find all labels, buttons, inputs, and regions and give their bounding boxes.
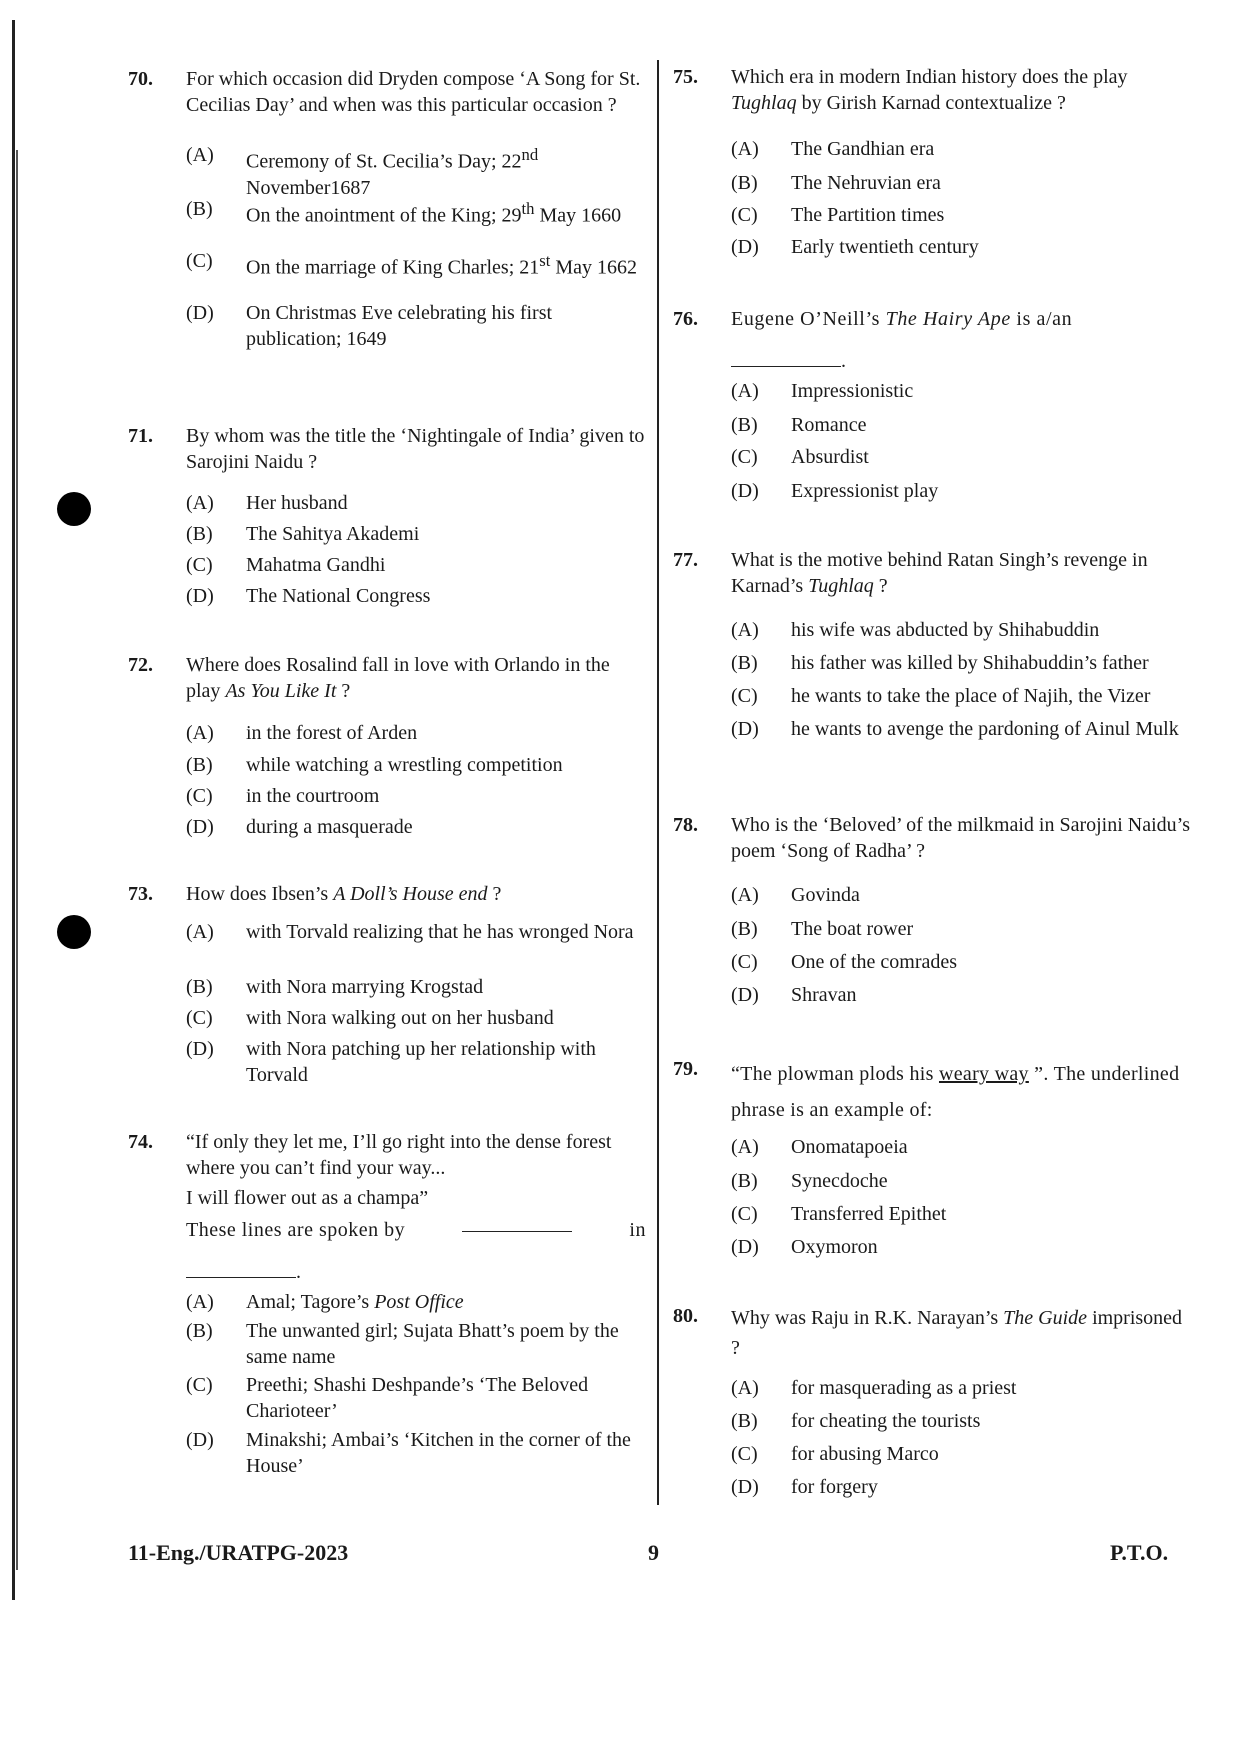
question-number: 79.: [673, 1058, 698, 1080]
option-text: Govinda: [791, 884, 860, 906]
question-number: 80.: [673, 1305, 698, 1327]
question-text: Where does Rosalind fall in love with Orlando in the play As You Like It ?: [186, 654, 610, 702]
prompt-line: These lines are spoken by in: [186, 1219, 646, 1241]
answer-blank: .: [731, 348, 1191, 374]
option-text: The Nehruvian era: [791, 172, 941, 194]
option-text: One of the comrades: [791, 951, 958, 973]
option-label: (C): [731, 446, 758, 468]
option-label: (B): [731, 652, 758, 674]
option-label: (C): [186, 1007, 213, 1029]
option-text: his father was killed by Shihabuddin’s father: [791, 652, 1149, 674]
option-text: with Nora patching up her relationship with Torvald: [246, 1038, 596, 1086]
option-label: (C): [731, 1203, 758, 1225]
option-text: Transferred Epithet: [791, 1203, 947, 1225]
option-text: in the courtroom: [246, 785, 380, 807]
option-text: he wants to avenge the pardoning of Ainul Mulk: [791, 718, 1179, 740]
option-label: (B): [731, 172, 758, 194]
option-text: while watching a wrestling competition: [246, 754, 563, 776]
option-label: (C): [731, 204, 758, 226]
option-label: (D): [186, 816, 214, 838]
option-text: The Partition times: [791, 204, 945, 226]
option-text: Her husband: [246, 492, 348, 514]
option-label: (B): [731, 1410, 758, 1432]
option-label: (C): [186, 785, 213, 807]
option-text: Shravan: [791, 984, 857, 1006]
option-text: On the marriage of King Charles; 21st May 1662: [246, 251, 638, 279]
option-text: in the forest of Arden: [246, 722, 418, 744]
option-text: Synecdoche: [791, 1170, 888, 1192]
option-label: (A): [186, 492, 214, 514]
option-text: Early twentieth century: [791, 236, 979, 258]
quote-line-1: “If only they let me, I’ll go right into the dense forest where you can’t find your way...: [186, 1131, 612, 1179]
option-label: (D): [731, 718, 759, 740]
option-label: (C): [186, 250, 213, 272]
question-text: What is the motive behind Ratan Singh’s revenge in Karnad’s Tughlaq ?: [731, 549, 1148, 597]
option-text: Expressionist play: [791, 480, 939, 502]
option-text: Absurdist: [791, 446, 869, 468]
option-label: (B): [186, 754, 213, 776]
option-text: The Sahitya Akademi: [246, 523, 420, 545]
question-text: Which era in modern Indian history does the play Tughlaq by Girish Karnad contextualize ?: [731, 66, 1128, 114]
option-label: (D): [186, 302, 214, 324]
option-label: (B): [186, 523, 213, 545]
option-label: (A): [731, 884, 759, 906]
option-text: Onomatapoeia: [791, 1136, 908, 1158]
option-text: for masquerading as a priest: [791, 1377, 1017, 1399]
option-label: (C): [731, 685, 758, 707]
option-text: Preethi; Shashi Deshpande’s ‘The Beloved Charioteer’: [246, 1374, 589, 1422]
option-label: (B): [731, 414, 758, 436]
option-label: (A): [731, 1136, 759, 1158]
option-label: (B): [186, 1320, 213, 1342]
question-text: Eugene O’Neill’s The Hairy Ape is a/an .: [731, 306, 1191, 374]
option-label: (A): [186, 144, 214, 166]
option-text: his wife was abducted by Shihabuddin: [791, 619, 1100, 641]
question-number: 70.: [128, 68, 153, 90]
question-number: 74.: [128, 1131, 153, 1153]
option-label: (A): [186, 921, 214, 943]
option-label: (C): [186, 554, 213, 576]
scan-edge: [0, 0, 22, 1620]
option-text: Amal; Tagore’s Post Office: [246, 1291, 464, 1313]
option-label: (D): [731, 1476, 759, 1498]
option-text: Romance: [791, 414, 867, 436]
option-text: during a masquerade: [246, 816, 413, 838]
pto-label: P.T.O.: [1110, 1540, 1169, 1565]
option-label: (A): [731, 138, 759, 160]
punch-hole-top: [57, 492, 91, 526]
question-number: 72.: [128, 654, 153, 676]
option-label: (D): [731, 984, 759, 1006]
option-text: Oxymoron: [791, 1236, 878, 1258]
option-text: Mahatma Gandhi: [246, 554, 386, 576]
question-number: 77.: [673, 549, 698, 571]
option-label: (A): [186, 1291, 214, 1313]
option-text: with Torvald realizing that he has wronged Nora: [246, 921, 634, 943]
option-text: The Gandhian era: [791, 138, 935, 160]
question-number: 76.: [673, 308, 698, 330]
question-number: 73.: [128, 883, 153, 905]
option-text: Impressionistic: [791, 380, 914, 402]
option-label: (B): [186, 198, 213, 220]
option-text: with Nora walking out on her husband: [246, 1007, 554, 1029]
option-label: (D): [186, 585, 214, 607]
question-text: “The plowman plods his weary way ”. The underlined phrase is an example of:: [731, 1063, 1180, 1121]
option-label: (B): [731, 918, 758, 940]
question-text: How does Ibsen’s A Doll’s House end ?: [186, 883, 502, 905]
option-text: for cheating the tourists: [791, 1410, 981, 1432]
option-label: (B): [186, 976, 213, 998]
question-text: [186, 1129, 646, 1285]
punch-hole-bottom: [57, 915, 91, 949]
option-label: (A): [731, 380, 759, 402]
option-label: (D): [731, 236, 759, 258]
option-label: (B): [731, 1170, 758, 1192]
option-text: On the anointment of the King; 29th May 1660: [246, 199, 622, 227]
question-number: 71.: [128, 425, 153, 447]
option-label: (D): [731, 480, 759, 502]
option-label: (A): [731, 619, 759, 641]
question-text: For which occasion did Dryden compose ‘A Song for St. Cecilias Day’ and when was this particular occasion ?: [186, 68, 641, 116]
quote-line-2: I will flower out as a champa”: [186, 1187, 429, 1209]
option-label: (C): [186, 1374, 213, 1396]
option-label: (A): [731, 1377, 759, 1399]
underlined-phrase: weary way: [938, 1063, 1029, 1085]
option-text: Minakshi; Ambai’s ‘Kitchen in the corner of the House’: [246, 1429, 631, 1477]
option-label: (C): [731, 951, 758, 973]
answer-blank: [462, 1217, 572, 1232]
question-text: By whom was the title the ‘Nightingale of India’ given to Sarojini Naidu ?: [186, 425, 645, 473]
second-blank: .: [186, 1259, 646, 1285]
option-label: (D): [186, 1429, 214, 1451]
option-label: (D): [731, 1236, 759, 1258]
option-text: On Christmas Eve celebrating his first publication; 1649: [246, 302, 553, 350]
page-number: 9: [648, 1540, 659, 1565]
footer-code: 11-Eng./URATPG-2023: [128, 1540, 349, 1565]
option-label: (C): [731, 1443, 758, 1465]
option-text: The unwanted girl; Sujata Bhatt’s poem by the same name: [246, 1320, 619, 1368]
option-text: he wants to take the place of Najih, the Vizer: [791, 685, 1151, 707]
option-text: The boat rower: [791, 918, 914, 940]
option-text: Ceremony of St. Cecilia’s Day; 22nd November1687: [246, 145, 539, 199]
question-text: Who is the ‘Beloved’ of the milkmaid in Sarojini Naidu’s poem ‘Song of Radha’ ?: [731, 814, 1190, 862]
column-divider: [657, 60, 659, 1505]
option-text: The National Congress: [246, 585, 431, 607]
option-label: (D): [186, 1038, 214, 1060]
question-number: 75.: [673, 66, 698, 88]
question-text: Why was Raju in R.K. Narayan’s The Guide imprisoned ?: [731, 1307, 1183, 1359]
option-text: for abusing Marco: [791, 1443, 939, 1465]
option-label: (A): [186, 722, 214, 744]
option-text: for forgery: [791, 1476, 878, 1498]
option-text: with Nora marrying Krogstad: [246, 976, 484, 998]
question-number: 78.: [673, 814, 698, 836]
